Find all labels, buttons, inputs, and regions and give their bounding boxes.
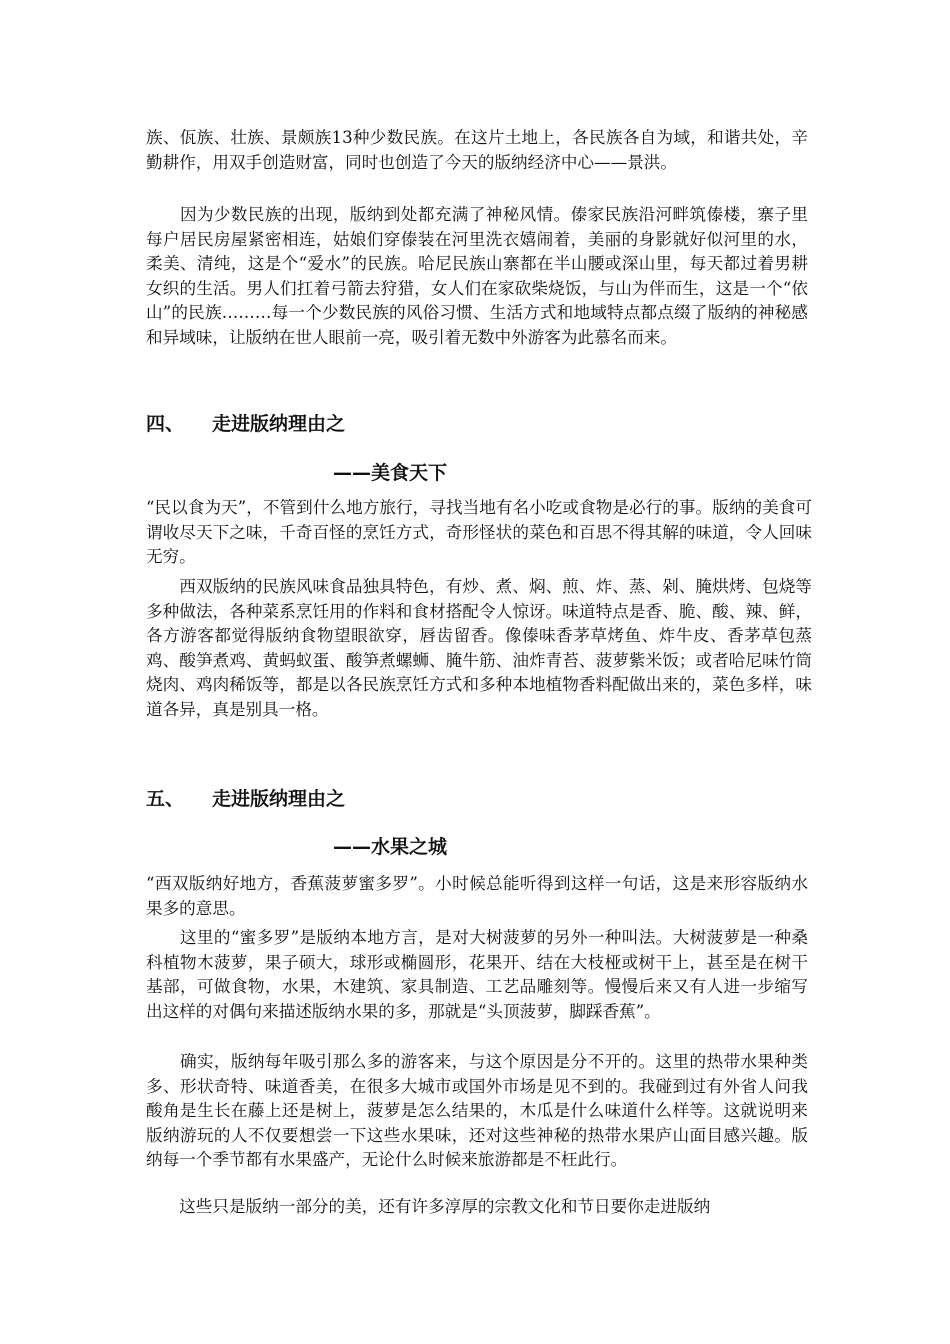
paragraph-jackfruit: 这里的“蜜多罗”是版纳本地方言，是对大树菠萝的另外一种叫法。大树菠萝是一种桑科植物木菠萝，果子硕大，球形或椭圆形，花果开、结在大枝桠或树干上，甚至是在树干基部，可做食物，水果，木建筑、家具制造、工艺品雕刻等。慢慢后来又有人进一步缩写出这样的对偶句来描述版纳水果的多，那就是“头顶菠萝，脚踩香蕉”。: [146, 928, 808, 1021]
paragraph-ethnic-groups: 族、佤族、壮族、景颇族13种少数民族。在这片土地上，各民族各自为域，和谐共处，辛勤耕作，用双手创造财富，同时也创造了今天的版纳经济中心——景洪。: [146, 128, 808, 172]
section-heading-5: [146, 786, 345, 812]
paragraph-fruit-intro: “西双版纳好地方，香蕉菠萝蜜多罗”。小时候总能听得到这样一句话，这是来形容版纳水果多的意思。: [146, 874, 808, 918]
section-heading-4: [146, 411, 345, 437]
paragraph-food-intro: “民以食为天”，不管到什么地方旅行，寻找当地有名小吃或食物是必行的事。版纳的美食可谓收尽天下之味，千奇百怪的烹饪方式，奇形怪状的菜色和百思不得其解的味道，令人回味无穷。: [146, 498, 812, 566]
section-number-4: 四、: [146, 413, 185, 435]
section-subtitle-4: ——美食天下: [333, 462, 448, 484]
paragraph-closing: 这些只是版纳一部分的美，还有许多淳厚的宗教文化和节日要你走进版纳: [146, 1197, 711, 1216]
section-subtitle-5: ——水果之城: [333, 836, 448, 858]
paragraph-food-details: 西双版纳的民族风味食品独具特色，有炒、煮、焖、煎、炸、蒸、剁、腌烘烤、包烧等多种做法，各种菜系烹饪用的作料和食材搭配令人惊讶。味道特点是香、脆、酸、辣、鲜，各方游客都觉得版纳食物望眼欲穿，唇齿留香。像傣味香茅草烤鱼、炸牛皮、香茅草包蒸鸡、酸笋煮鸡、黄蚂蚁蛋、酸笋煮螺蛳、腌牛筋、油炸青苔、菠萝紫米饭；或者哈尼味竹筒烧肉、鸡肉稀饭等，都是以各民族烹饪方式和多种本地植物香料配做出来的，菜色多样，味道各异，真是别具一格。: [146, 577, 812, 719]
section-title-5: 走进版纳理由之: [212, 788, 346, 810]
paragraph-tropical-fruit: 确实，版纳每年吸引那么多的游客来，与这个原因是分不开的。这里的热带水果种类多、形状奇特、味道香美，在很多大城市或国外市场是见不到的。我碰到过有外省人问我酸角是生长在藤上还是树上，菠萝是怎么结果的，木瓜是什么味道什么样等。这就说明来版纳游玩的人不仅要想尝一下这些水果味，还对这些神秘的热带水果庐山面目感兴趣。版纳每一个季节都有水果盛产，无论什么时候来旅游都是不枉此行。: [146, 1052, 808, 1169]
section-title-4: 走进版纳理由之: [212, 413, 346, 435]
section-number-5: 五、: [146, 788, 185, 810]
paragraph-ethnic-customs: 因为少数民族的出现，版纳到处都充满了神秘风情。傣家民族沿河畔筑傣楼，寨子里每户居民房屋紧密相连，姑娘们穿傣装在河里洗衣嬉闹着，美丽的身影就好似河里的水，柔美、清纯，这是个“爱水”的民族。哈尼民族山寨都在半山腰或深山里，每天都过着男耕女织的生活。男人们扛着弓箭去狩猎，女人们在家砍柴烧饭，与山为伴而生，这是一个“依山”的民族………每一个少数民族的风俗习惯、生活方式和地域特点都点缀了版纳的神秘感和异域味，让版纳在世人眼前一亮，吸引着无数中外游客为此慕名而来。: [146, 205, 808, 347]
